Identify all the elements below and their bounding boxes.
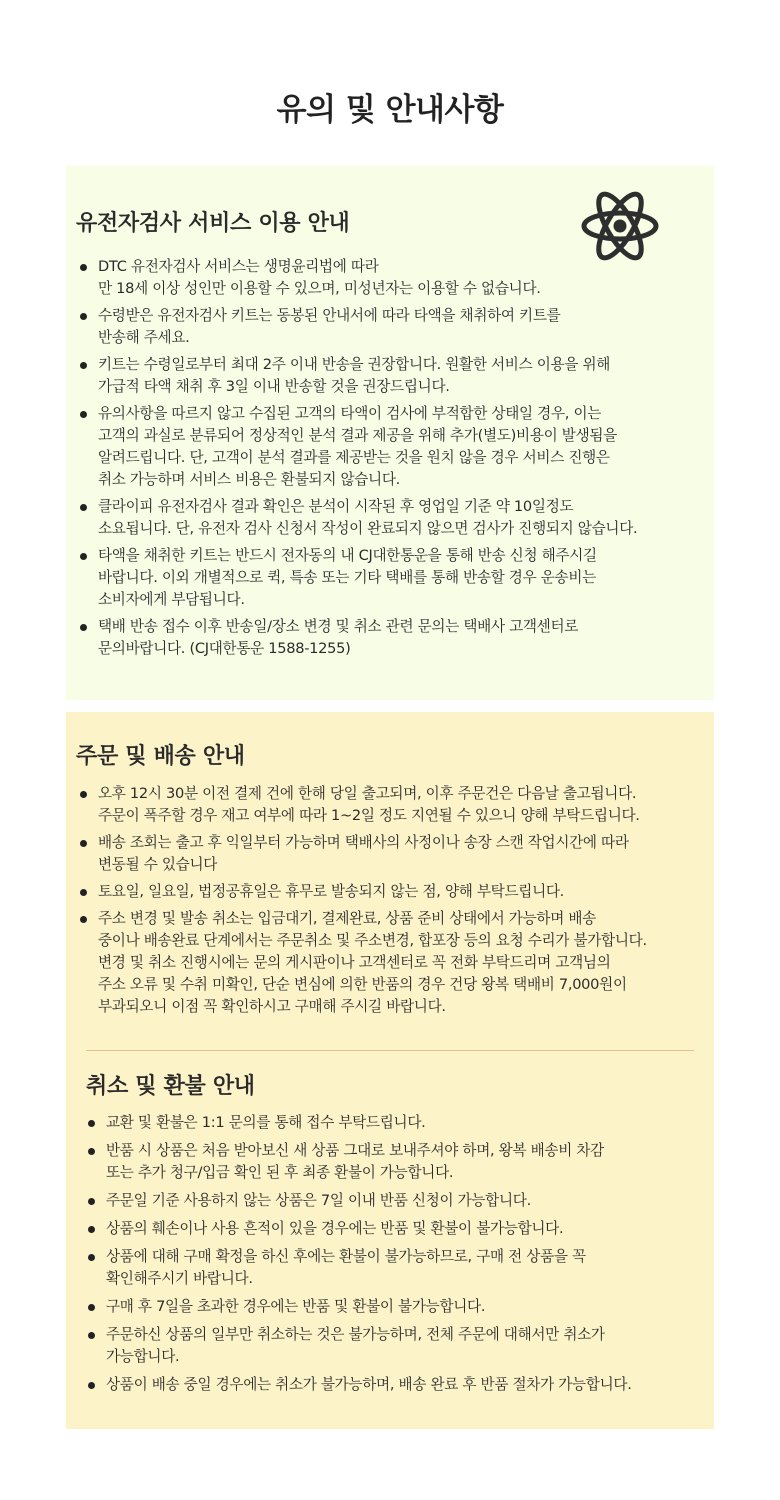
list-item-line: 구매 후 7일을 초과한 경우에는 반품 및 환불이 불가능합니다. [106,1298,486,1315]
list-item-line: 상품이 배송 중일 경우에는 취소가 불가능하며, 배송 완료 후 반품 절차가 가능합니다. [106,1376,632,1393]
list-item [80,256,700,300]
page-title: 유의 및 안내사항 [276,92,504,128]
list-item-line: 문의바랍니다. (CJ대한통운 1588-1255) [98,640,351,657]
list-item-line: 주소 오류 및 수취 미확인, 단순 변심에 의한 반품의 경우 건당 왕복 택배비 7,000원이 [98,976,627,993]
list-item-line: 오후 12시 30분 이전 결제 건에 한해 당일 출고되며, 이후 주문건은 다음날 출고됩니다. [98,785,637,802]
list-item-line: 알려드립니다. 단, 고객이 분석 결과를 제공받는 것을 원치 않을 경우 서비스 진행은 [98,449,610,466]
order-shipping-panel [66,712,714,1429]
atom-icon [580,186,660,266]
list-item [80,354,700,398]
list-item-line: 주문일 기준 사용하지 않는 상품은 7일 이내 반품 신청이 가능합니다. [106,1192,531,1209]
list-item [80,908,708,1018]
list-item [80,881,708,903]
list-item-line: 택배 반송 접수 이후 반송일/장소 변경 및 취소 관련 문의는 택배사 고객센터로 [98,618,579,635]
list-item-line: 취소 가능하며 서비스 비용은 환불되지 않습니다. [98,471,400,488]
list-item-line: 주소 변경 및 발송 취소는 입금대기, 결제완료, 상품 준비 상태에서 가능하며 배송 [98,910,596,927]
list-item-line: 가능합니다. [106,1348,180,1365]
list-item [80,545,700,611]
list-item-line: 확인해주시기 바랍니다. [106,1270,253,1287]
list-item-line: 유의사항을 따르지 않고 수집된 고객의 타액이 검사에 부적합한 상태일 경우, 이는 [98,405,602,422]
list-item-line: 주문이 폭주할 경우 재고 여부에 따라 1~2일 정도 지연될 수 있으니 양해 부탁드립니다. [98,807,640,824]
list-item-line: 교환 및 환불은 1:1 문의를 통해 접수 부탁드립니다. [106,1114,426,1131]
shipping-notice-list [80,783,708,1018]
list-item-line: 토요일, 일요일, 법정공휴일은 휴무로 발송되지 않는 점, 양해 부탁드립니다. [98,883,564,900]
list-item-line: 클라이피 유전자검사 결과 확인은 분석이 시작된 후 영업일 기준 약 10일정도 [98,498,574,515]
list-item-line: 상품의 훼손이나 사용 흔적이 있을 경우에는 반품 및 환불이 불가능합니다. [106,1220,564,1237]
list-item [80,305,700,349]
refund-notice-list [88,1112,708,1396]
list-item-line: 만 18세 이상 성인만 이용할 수 있으며, 미성년자는 이용할 수 없습니다. [98,280,541,297]
list-item-line: DTC 유전자검사 서비스는 생명윤리법에 따라 [98,258,379,275]
shipping-section-title: 주문 및 배송 안내 [76,744,245,769]
list-item [88,1324,708,1368]
list-item-line: 반송해 주세요. [98,329,190,346]
list-item-line: 부과되오니 이점 꼭 확인하시고 구매해 주시길 바랍니다. [98,998,446,1015]
refund-section-title: 취소 및 환불 안내 [86,1074,255,1099]
list-item-line: 또는 추가 청구/입금 확인 된 후 최종 환불이 가능합니다. [106,1164,454,1181]
list-item-line: 소요됩니다. 단, 유전자 검사 신청서 작성이 완료되지 않으면 검사가 진행되지 않습니다. [98,520,638,537]
list-item-line: 중이나 배송완료 단계에서는 주문취소 및 주소변경, 합포장 등의 요청 수리가 불가합니다. [98,932,647,949]
list-item-line: 변경 및 취소 진행시에는 문의 게시판이나 고객센터로 꼭 전화 부탁드리며 고객님의 [98,954,611,971]
list-item [88,1140,708,1184]
list-item [88,1218,708,1240]
section-divider [86,1050,694,1051]
list-item [80,616,700,660]
list-item-line: 상품에 대해 구매 확정을 하신 후에는 환불이 불가능하므로, 구매 전 상품을 꼭 [106,1248,586,1265]
list-item [80,783,708,827]
list-item [88,1190,708,1212]
list-item-line: 타액을 채취한 키트는 반드시 전자동의 내 CJ대한통운을 통해 반송 신청 해주시길 [98,547,597,564]
list-item-line: 반품 시 상품은 처음 받아보신 새 상품 그대로 보내주셔야 하며, 왕복 배송비 차감 [106,1142,604,1159]
list-item-line: 고객의 과실로 분류되어 정상적인 분석 결과 제공을 위해 추가(별도)비용이 발생됨을 [98,427,617,444]
list-item-line: 소비자에게 부담됩니다. [98,591,245,608]
list-item [88,1246,708,1290]
list-item [88,1112,708,1134]
list-item-line: 수령받은 유전자검사 키트는 동봉된 안내서에 따라 타액을 채취하여 키트를 [98,307,561,324]
list-item [88,1374,708,1396]
list-item-line: 키트는 수령일로부터 최대 2주 이내 반송을 권장합니다. 원활한 서비스 이용을 위해 [98,356,611,373]
list-item-line: 주문하신 상품의 일부만 취소하는 것은 불가능하며, 전체 주문에 대해서만 취소가 [106,1326,605,1343]
list-item [80,496,700,540]
list-item-line: 바랍니다. 이외 개별적으로 퀵, 특송 또는 기타 택배를 통해 반송할 경우 운송비는 [98,569,596,586]
list-item-line: 배송 조회는 출고 후 익일부터 가능하며 택배사의 사정이나 송장 스캔 작업시간에 따라 [98,834,629,851]
list-item-line: 가급적 타액 채취 후 3일 이내 반송할 것을 권장드립니다. [98,378,450,395]
list-item-line: 변동될 수 있습니다 [98,856,218,873]
genetic-section-title: 유전자검사 서비스 이용 안내 [76,211,350,236]
list-item [88,1296,708,1318]
list-item [80,832,708,876]
list-item [80,403,700,491]
genetic-notice-list [80,256,700,660]
genetic-service-panel [66,166,714,700]
